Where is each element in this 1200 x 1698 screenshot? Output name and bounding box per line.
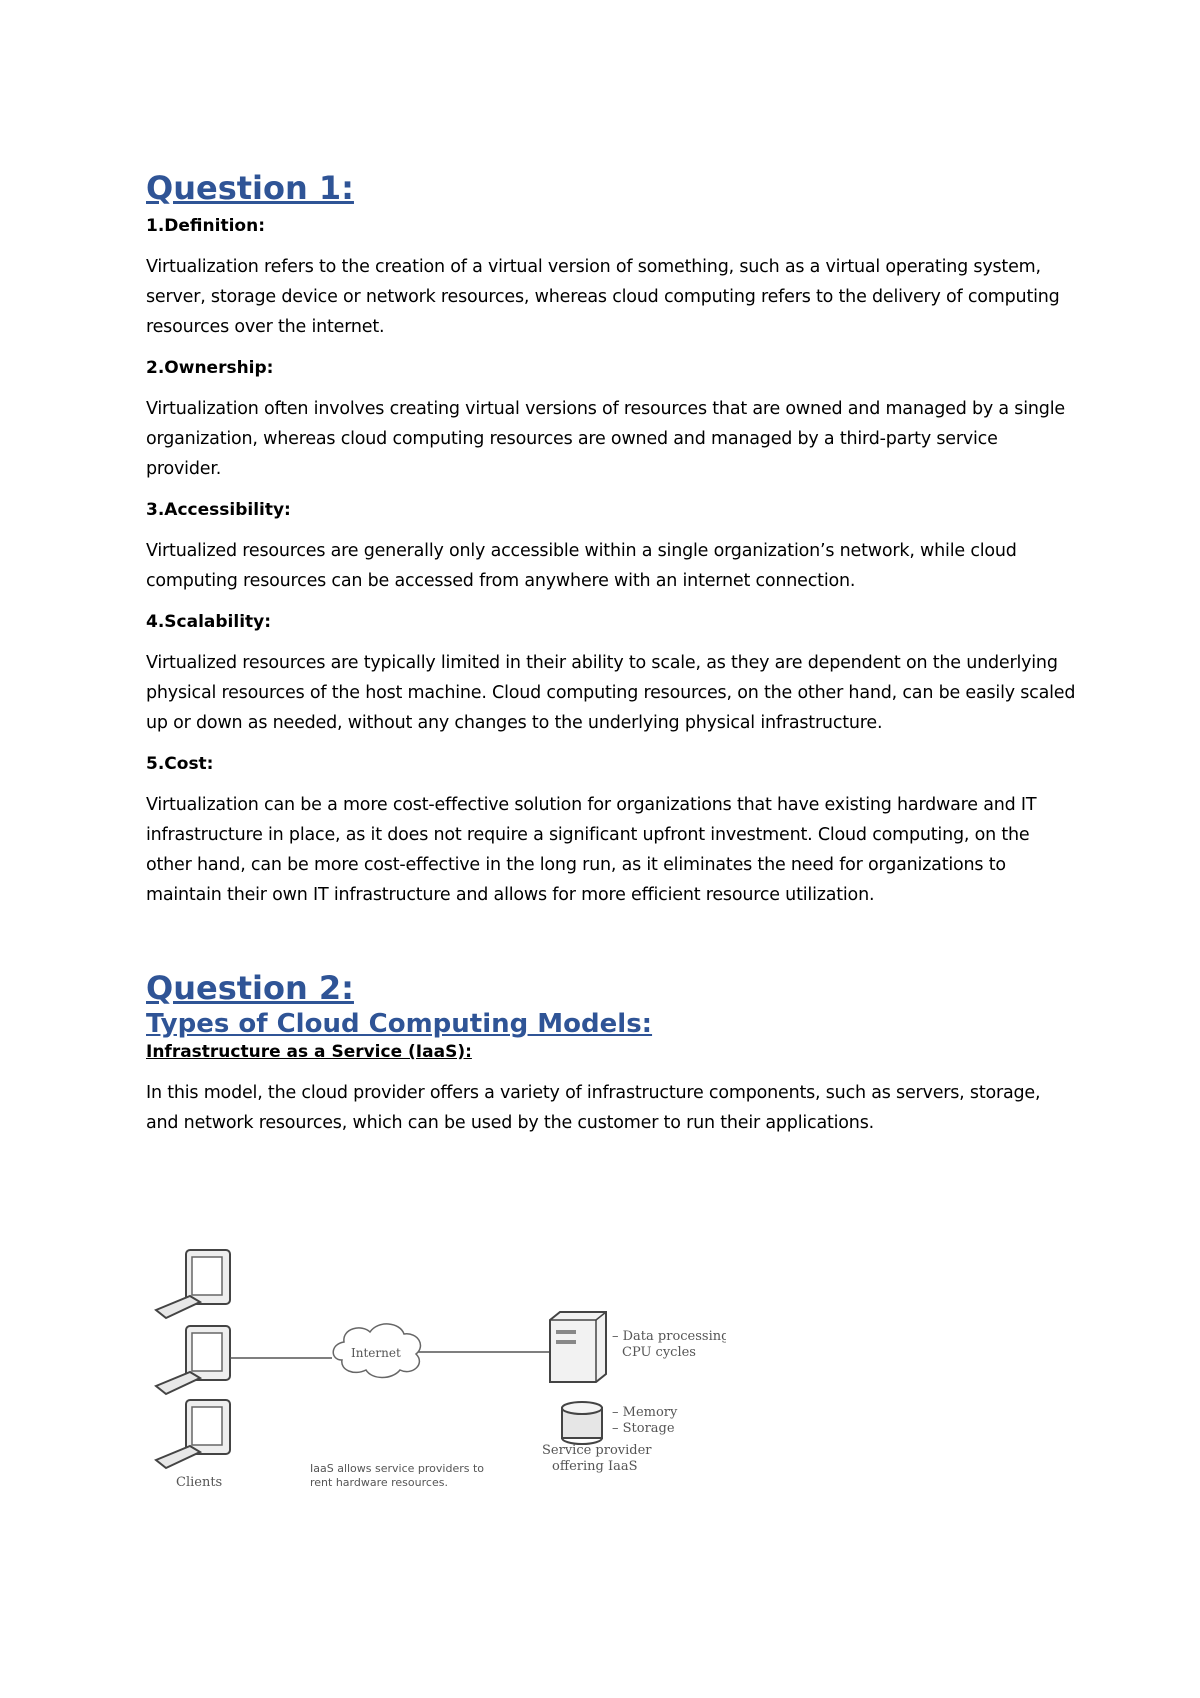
client-computer-icon [156,1400,230,1468]
section-label: 2.Ownership: [146,358,274,378]
clients-label: Clients [176,1475,223,1490]
q1-section-cost [146,752,1076,910]
iaas-label: Infrastructure as a Service (IaaS): [146,1042,472,1062]
iaas-caption-line1: IaaS allows service providers to [310,1462,485,1475]
storage-label: – Storage [612,1421,675,1436]
client-computer-icon [156,1326,230,1394]
iaas-text: In this model, the cloud provider offers a variety of infrastructure components, such as servers, storage, and network resources, which can be used by the customer to run their applications. [146,1083,1041,1133]
question-1-heading: Question 1: [146,169,354,207]
q1-section-ownership [146,356,1076,484]
provider-label-line1: Service provider [542,1443,652,1458]
iaas-diagram [146,1248,726,1500]
cloud-models-subheading: Types of Cloud Computing Models: [146,1009,653,1039]
q1-section-definition [146,214,1076,342]
internet-label: Internet [351,1346,401,1360]
storage-cylinder-icon [562,1402,602,1444]
client-computer-icon [156,1250,230,1318]
section-text: Virtualization often involves creating virtual versions of resources that are owned and managed by a single organization, whereas cloud computing resources are owned and managed by a third-party service provider. [146,399,1065,479]
section-label: 1.Definition: [146,216,265,236]
memory-label: – Memory [612,1405,678,1420]
section-text: Virtualization can be a more cost-effective solution for organizations that have existing hardware and IT infrastructure in place, as it does not require a significant upfront investment. Cloud computing, on the other hand, can be more cost-effective in the long run, as it eliminates the need for organizations to maintain their own IT infrastructure and allows for more efficient resource utilization. [146,795,1037,905]
section-text: Virtualized resources are typically limited in their ability to scale, as they are dependent on the underlying physical resources of the host machine. Cloud computing resources, on the other hand, can be easily scaled up or down as needed, without any changes to the underlying physical infrastructure. [146,653,1076,733]
server-icon [550,1312,606,1382]
section-label: 3.Accessibility: [146,500,291,520]
q1-section-scalability [146,610,1076,738]
document-content [146,168,1076,1152]
cpu-cycles-label: CPU cycles [622,1345,696,1360]
section-text: Virtualization refers to the creation of a virtual version of something, such as a virtual operating system, server, storage device or network resources, whereas cloud computing refers to the delivery of computing resources over the internet. [146,257,1060,337]
section-label: 4.Scalability: [146,612,272,632]
question-2-heading: Question 2: [146,969,354,1007]
section-text: Virtualized resources are generally only accessible within a single organization’s network, while cloud computing resources can be accessed from anywhere with an internet connection. [146,541,1017,591]
q1-section-accessibility [146,498,1076,596]
provider-label-line2: offering IaaS [552,1459,638,1474]
data-processing-label: – Data processing [612,1329,726,1344]
section-label: 5.Cost: [146,754,214,774]
iaas-caption-line2: rent hardware resources. [310,1476,448,1489]
